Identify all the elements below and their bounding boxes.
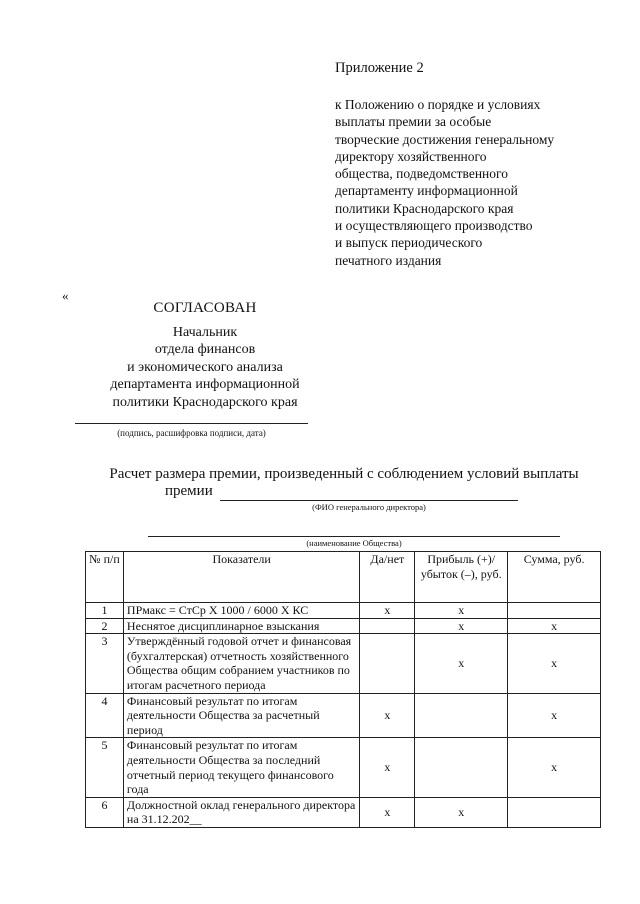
- quote-mark: «: [62, 288, 69, 303]
- table-row: [86, 738, 601, 797]
- row-num: 6: [86, 797, 124, 827]
- director-name-line: [220, 500, 518, 501]
- table-row: [86, 797, 601, 827]
- row-indicator: Финансовый результат по итогам деятельности Общества за расчетный период: [123, 693, 359, 738]
- row-num: 1: [86, 603, 124, 619]
- appendix-line: и выпуск периодического: [335, 235, 483, 251]
- row-sum: [508, 797, 601, 827]
- header-indicator: Показатели: [123, 552, 359, 603]
- appendix-line: политики Краснодарского края: [335, 200, 514, 216]
- header-profit: Прибыль (+)/ убыток (–), руб.: [415, 552, 508, 603]
- row-yes-no: x: [360, 738, 415, 797]
- row-sum: x: [508, 693, 601, 738]
- appendix-line: печатного издания: [335, 252, 442, 268]
- row-profit: [415, 738, 508, 797]
- row-yes-no: [360, 634, 415, 693]
- table-row: [86, 634, 601, 693]
- row-indicator: Утверждённый годовой отчет и финансовая (бухгалтерская) отчетность хозяйственного Общества общим собранием участников по итогам расчетного периода: [123, 634, 359, 693]
- company-name-caption: (наименование Общества): [306, 538, 402, 548]
- signature-line: [75, 423, 308, 424]
- appendix-title: Приложение 2: [335, 60, 424, 76]
- row-num: 3: [86, 634, 124, 693]
- row-profit: [415, 693, 508, 738]
- row-sum: x: [508, 634, 601, 693]
- approval-line: Начальник: [172, 324, 238, 340]
- row-profit: x: [415, 797, 508, 827]
- approval-line: отдела финансов: [154, 342, 256, 357]
- company-name-line: [148, 536, 560, 537]
- header-sum: Сумма, руб.: [508, 552, 601, 603]
- row-num: 2: [86, 618, 124, 634]
- appendix-reference: [335, 96, 625, 269]
- table-header-row: [86, 552, 601, 603]
- approval-line: департамента информационной: [110, 377, 300, 392]
- row-sum: x: [508, 738, 601, 797]
- header-num: № п/п: [86, 552, 124, 603]
- calculation-table: [85, 551, 601, 828]
- row-yes-no: x: [360, 603, 415, 619]
- row-indicator: Неснятое дисциплинарное взыскания: [123, 618, 359, 634]
- approval-line: политики Краснодарского края: [112, 394, 298, 410]
- row-sum: [508, 603, 601, 619]
- row-yes-no: [360, 618, 415, 634]
- table-row: [86, 618, 601, 634]
- approval-block: [75, 300, 335, 411]
- appendix-line: департаменту информационной: [335, 183, 518, 199]
- calculation-title: Расчет размера премии, произведенный с соблюдением условий выплаты: [109, 466, 579, 482]
- row-indicator: Финансовый результат по итогам деятельности Общества за последний отчетный период текущего финансового года: [123, 738, 359, 797]
- signature-caption: (подпись, расшифровка подписи, дата): [117, 428, 266, 438]
- appendix-line: выплаты премии за особые: [335, 114, 492, 130]
- table-row: [86, 693, 601, 738]
- appendix-line: творческие достижения генеральному: [335, 131, 555, 147]
- appendix-line: и осуществляющего производство: [335, 218, 533, 234]
- row-num: 4: [86, 693, 124, 738]
- appendix-line: директору хозяйственного: [335, 148, 487, 164]
- row-profit: x: [415, 603, 508, 619]
- approval-heading: СОГЛАСОВАН: [153, 300, 257, 316]
- row-yes-no: x: [360, 693, 415, 738]
- row-indicator: ПРмакс = СтСр X 1000 / 6000 X КС: [123, 603, 359, 619]
- row-profit: x: [415, 634, 508, 693]
- appendix-line: к Положению о порядке и условиях: [335, 97, 541, 112]
- row-profit: x: [415, 618, 508, 634]
- table-row: [86, 603, 601, 619]
- approval-line: и экономического анализа: [127, 359, 283, 375]
- director-name-caption: (ФИО генерального директора): [312, 502, 426, 512]
- appendix-line: общества, подведомственного: [335, 166, 508, 182]
- row-sum: x: [508, 618, 601, 634]
- premium-label: премии: [165, 483, 213, 499]
- row-yes-no: x: [360, 797, 415, 827]
- row-num: 5: [86, 738, 124, 797]
- row-indicator: Должностной оклад генерального директора на 31.12.202__: [123, 797, 359, 827]
- header-yes-no: Да/нет: [360, 552, 415, 603]
